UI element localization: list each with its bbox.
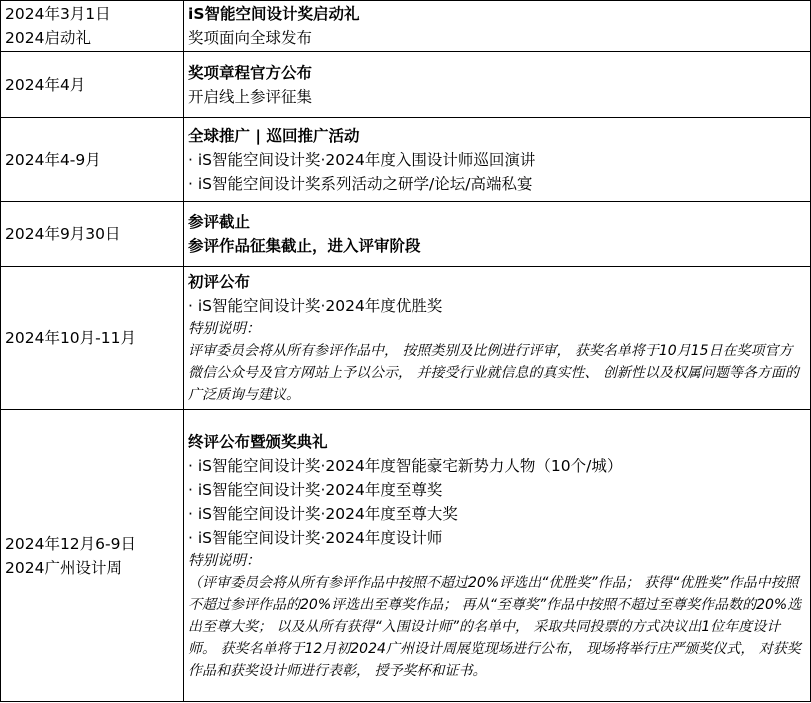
- content-cell: [184, 202, 811, 267]
- list-item: · iS智能空间设计奖系列活动之研学/论坛/高端私宴: [188, 174, 533, 193]
- date-line: 2024年4月: [5, 75, 86, 94]
- date-line: 2024年3月1日: [5, 5, 111, 23]
- row-title: 终评公布暨颁奖典礼: [188, 432, 328, 451]
- date-line: 2024年10月-11月: [5, 329, 136, 347]
- row-subtitle: 参评作品征集截止，进入评审阶段: [188, 237, 421, 255]
- table-row: [1, 118, 811, 202]
- table-row: [1, 410, 811, 702]
- date-cell: [1, 52, 184, 118]
- note-label: 特别说明：: [188, 321, 261, 337]
- row-title: 参评截止: [188, 213, 251, 231]
- note-text: 评审委员会将从所有参评作品中， 按照类别及比例进行评审， 获奖名单将于10月15日在奖项官方微信公众号及官方网站上予以公示， 并接受行业就信息的真实性、 创新性以及权属问题等各方面的广泛质询与建议。: [188, 343, 799, 403]
- table-row: [1, 267, 811, 410]
- row-title: 初评公布: [188, 273, 251, 291]
- list-item: 奖项面向全球发布: [188, 29, 313, 47]
- note-text: （评审委员会将从所有参评作品中按照不超过20%评选出“优胜奖”作品； 获得“优胜奖”作品中按照不超过参评作品的20%评选出至尊奖作品； 再从“至尊奖”作品中按照不超过至尊奖作品数的20%选出至尊大奖； 以及从所有获得“入围设计师”的名单中， 采取共同投票的方式决议出1位年度设计师。 获奖名单将于12月初2024广州设计周展览现场进行公布， 现场将举行庄严颁奖仪式， 对获奖作品和获奖设计师进行表彰， 授予奖杯和证书。: [188, 574, 802, 679]
- date-line: 2024年4-9月: [5, 150, 101, 169]
- row-title: 全球推广 | 巡回推广活动: [188, 126, 360, 145]
- list-item: 开启线上参评征集: [188, 87, 313, 106]
- list-item: · iS智能空间设计奖·2024年度入围设计师巡回演讲: [188, 150, 536, 169]
- list-item: · iS智能空间设计奖·2024年度优胜奖: [188, 297, 443, 315]
- content-cell: [184, 410, 811, 702]
- table-row: [1, 202, 811, 267]
- list-item: · iS智能空间设计奖·2024年度设计师: [188, 528, 443, 547]
- date-cell: [1, 1, 184, 52]
- content-cell: [184, 52, 811, 118]
- list-item: · iS智能空间设计奖·2024年度智能豪宅新势力人物（10个/城）: [188, 456, 623, 475]
- date-line: 2024广州设计周: [5, 558, 122, 577]
- date-line: 2024启动礼: [5, 29, 91, 47]
- content-cell: [184, 1, 811, 52]
- date-cell: [1, 202, 184, 267]
- list-item: · iS智能空间设计奖·2024年度至尊奖: [188, 480, 443, 499]
- date-line: 2024年12月6-9日: [5, 534, 136, 553]
- content-cell: [184, 267, 811, 410]
- table-row: [1, 52, 811, 118]
- date-cell: [1, 118, 184, 202]
- row-title: iS智能空间设计奖启动礼: [188, 5, 360, 23]
- table-row: [1, 1, 811, 52]
- date-cell: [1, 410, 184, 702]
- note-label: 特别说明：: [188, 552, 261, 569]
- row-title: 奖项章程官方公布: [188, 63, 313, 82]
- date-cell: [1, 267, 184, 410]
- content-cell: [184, 118, 811, 202]
- date-line: 2024年9月30日: [5, 225, 121, 243]
- list-item: · iS智能空间设计奖·2024年度至尊大奖: [188, 504, 458, 523]
